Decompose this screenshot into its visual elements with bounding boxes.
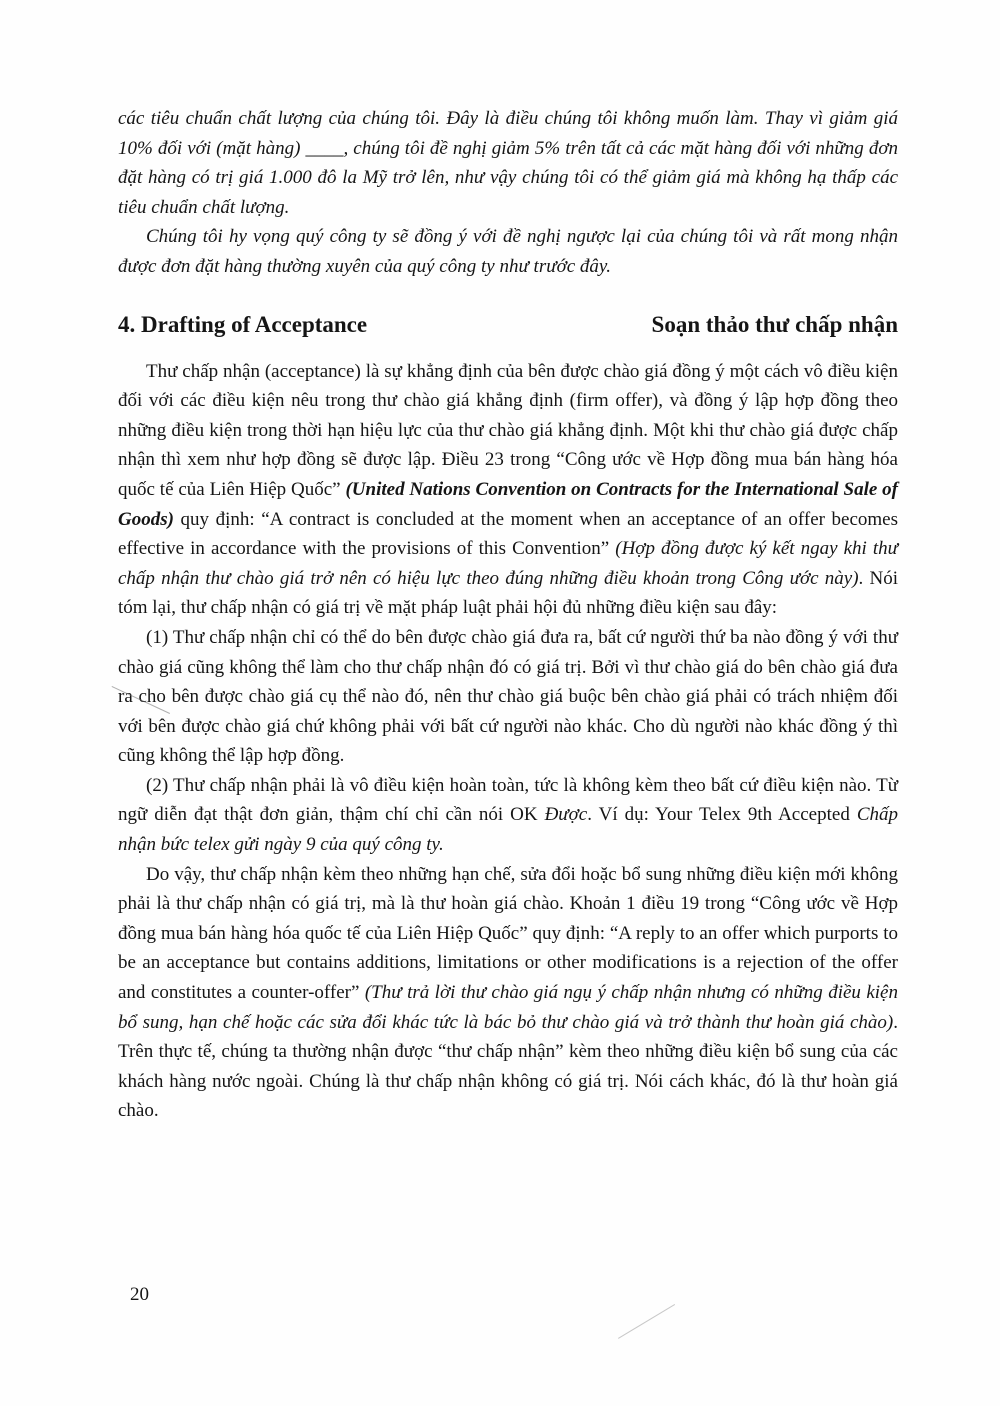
paragraph-counter-offer: [118, 860, 898, 1126]
text-column: [118, 104, 898, 1126]
item2-segment-regular: (2) Thư chấp nhận phải là vô điều kiện hoàn toàn, tức là không kèm theo bất cứ điều kiện nào. Từ ngữ diễn đạt thật đơn giản, thậm chí chỉ cần nói OK: [118, 774, 898, 826]
intro-segment-closing: . Nói tóm lại, thư chấp nhận có giá trị về mặt pháp luật phải hội đủ những điều kiện sau đây:: [118, 567, 899, 619]
paragraph-hope-regular-orders: [118, 222, 898, 281]
section-heading-vi: Soạn thảo thư chấp nhận: [651, 311, 898, 337]
counter-segment-closing: . Trên thực tế, chúng ta thường nhận được “thư chấp nhận” kèm theo những điều kiện bổ sung của các khách hàng nước ngoài. Chúng là thư chấp nhận không có giá trị. Nói cách khác, đó là thư hoàn giá chào.: [118, 1011, 898, 1122]
item2-segment-translation: Chấp nhận bức telex gửi ngày 9 của quý công ty.: [118, 804, 898, 856]
list-item-1-text: (1) Thư chấp nhận chỉ có thể do bên được chào giá đưa ra, bất cứ người thứ ba nào đồng ý với thư chào giá cũng không thể làm cho thư chấp nhận đó có giá trị. Bởi vì thư chào giá do bên chào giá đưa ra cho bên được chào giá cụ thể nào đó, nên thư chào giá buộc bên chào giá phải có trách nhiệm đối với bên được chào giá chứ không phải với bất cứ người nào khác. Cho dù người nào khác đồng ý thì cũng không thể lập hợp đồng.: [118, 626, 898, 767]
intro-segment-translation: (Hợp đồng được ký kết ngay khi thư chấp nhận thư chào giá trở nên có hiệu lực theo đúng những điều khoản trong Công ước này): [118, 538, 898, 589]
item2-segment-duoc: Được: [544, 804, 588, 826]
counter-segment-regular: Do vậy, thư chấp nhận kèm theo những hạn chế, sửa đổi hoặc bổ sung những điều kiện mới không phải là thư chấp nhận có giá trị, mà là thư hoàn giá chào. Khoản 1 điều 19 trong “Công ước về Hợp đồng mua bán hàng hóa quốc tế của Liên Hiệp Quốc” quy định: “A reply to an offer which purports to be an acceptance but contains additions, limitations or other modifications is a rejection of the offer and constitutes a counter-offer”: [118, 863, 898, 1004]
list-item-2: [118, 771, 898, 860]
item2-segment-example: . Ví dụ: Your Telex 9th Accepted: [587, 804, 857, 826]
paragraph-continuation: [118, 104, 898, 222]
page-number: 20: [130, 1284, 149, 1305]
paragraph-acceptance-definition: [118, 357, 898, 623]
list-item-1: [118, 623, 898, 771]
intro-segment-convention-title: (United Nations Convention on Contracts for the International Sale of Goods): [118, 478, 898, 530]
section-heading-row: [118, 312, 898, 338]
section-heading-en: 4. Drafting of Acceptance: [118, 311, 368, 337]
intro-segment-regular: Thư chấp nhận (acceptance) là sự khẳng định của bên được chào giá đồng ý một cách vô điều kiện đối với các điều kiện nêu trong thư chào giá khẳng định (firm offer), và đồng ý lập hợp đồng theo những điều kiện trong thời hạn hiệu lực của thư chào giá khẳng định. Một khi thư chào giá được chấp nhận thì xem như hợp đồng sẽ được lập. Điều 23 trong “Công ước về Hợp đồng mua bán hàng hóa quốc tế của Liên Hiệp Quốc”: [118, 360, 898, 500]
paragraph-continuation-text: các tiêu chuẩn chất lượng của chúng tôi. Đây là điều chúng tôi không muốn làm. Thay vì giảm giá 10% đối với (mặt hàng) ____, chúng tôi đề nghị giảm 5% trên tất cả các mặt hàng đối với những đơn đặt hàng có trị giá 1.000 đô la Mỹ trở lên, như vậy chúng tôi có thể giảm giá mà không hạ thấp các tiêu chuẩn chất lượng.: [118, 108, 898, 218]
intro-segment-quote: quy định: “A contract is concluded at the moment when an acceptance of an offer becomes effective in accordance with the provisions of this Convention”: [118, 508, 898, 560]
counter-segment-translation: (Thư trả lời thư chào giá ngụ ý chấp nhận nhưng có những điều kiện bổ sung, hạn chế hoặc các sửa đổi khác tức là bác bỏ thư chào giá và trở thành thư hoàn giá chào): [118, 982, 898, 1033]
scan-scratch-artifact: [618, 1304, 675, 1339]
paragraph-hope-text: Chúng tôi hy vọng quý công ty sẽ đồng ý với đề nghị ngược lại của chúng tôi và rất mong nhận được đơn đặt hàng thường xuyên của quý công ty như trước đây.: [118, 226, 898, 277]
